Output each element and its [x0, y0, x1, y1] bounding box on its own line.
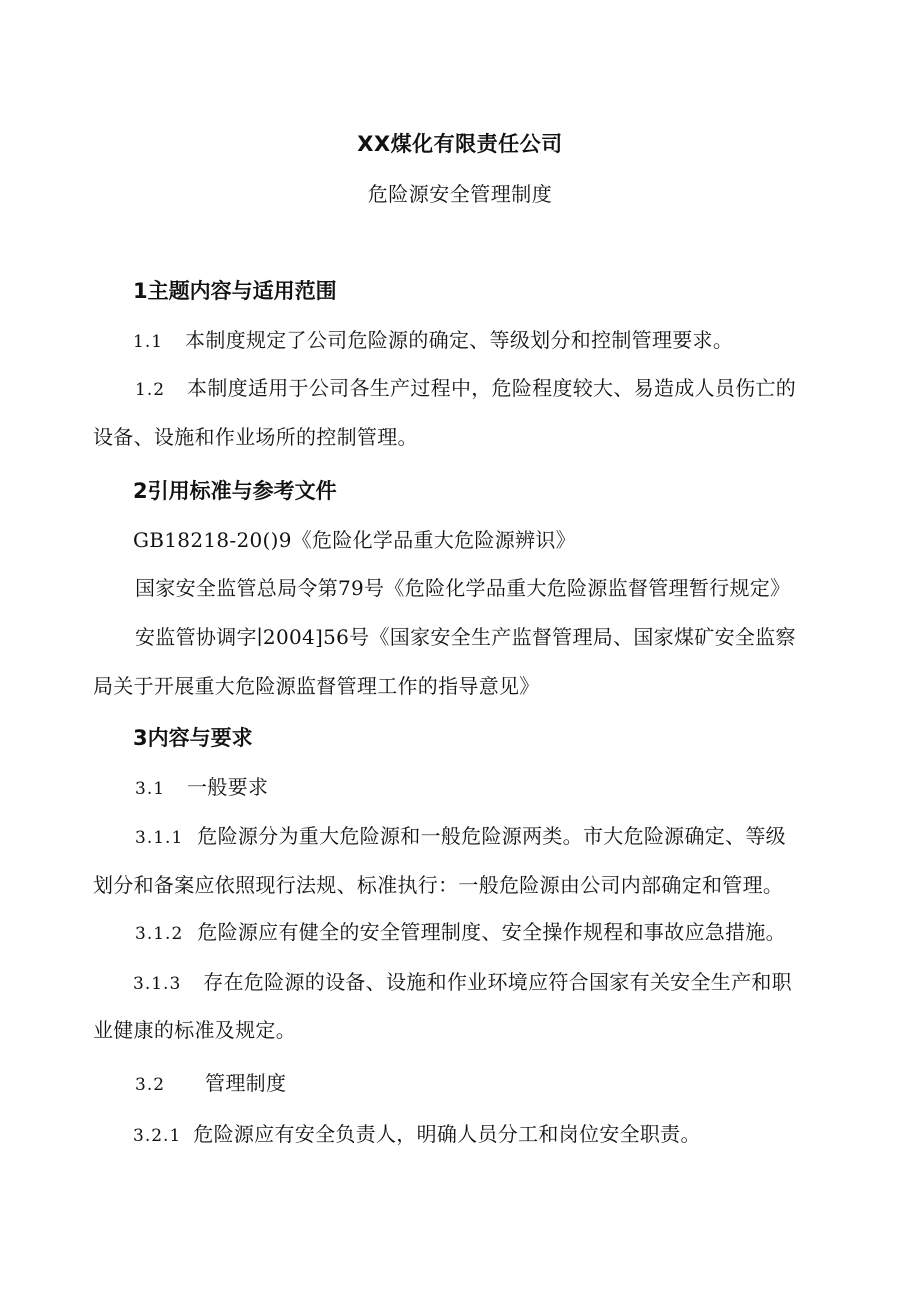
clause-number: 3.2.1	[133, 1126, 182, 1146]
clause-3-1-1-continuation: 划分和备案应依照现行法规、标准执行：一般危险源由公司内部确定和管理。	[93, 873, 784, 897]
clause-3-1-2	[135, 916, 786, 945]
clause-3-1	[135, 771, 268, 800]
clause-text: 一般要求	[187, 775, 269, 799]
clause-number: 1.1	[133, 332, 164, 352]
reference-item: 安监管协调字∣2004]56号《国家安全生产监督管理局、国家煤矿安全监察	[135, 625, 796, 649]
clause-number: 3.1.3	[133, 974, 182, 994]
clause-3-2	[135, 1067, 286, 1096]
clause-3-2-1	[133, 1118, 701, 1147]
clause-1-2-continuation: 设备、设施和作业场所的控制管理。	[93, 425, 418, 449]
clause-3-1-3-continuation: 业健康的标准及规定。	[93, 1018, 296, 1042]
clause-3-1-3	[133, 966, 792, 995]
clause-1-1	[133, 324, 733, 353]
clause-number: 3.1.2	[135, 924, 184, 944]
section-heading-1: 1主题内容与适用范围	[133, 279, 337, 303]
clause-text: 危险源应有安全负责人，明确人员分工和岗位安全职责。	[193, 1122, 701, 1146]
reference-item: 国家安全监管总局令第79号《危险化学品重大危险源监督管理暂行规定》	[135, 576, 791, 600]
clause-number: 3.2	[135, 1075, 166, 1095]
document-title: XX煤化有限责任公司	[357, 132, 563, 156]
clause-number: 1.2	[135, 380, 166, 400]
clause-text: 危险源分为重大危险源和一般危险源两类。市大危险源确定、等级	[197, 824, 786, 848]
clause-text: 管理制度	[205, 1071, 287, 1095]
clause-3-1-1	[135, 820, 786, 849]
clause-text: 存在危险源的设备、设施和作业环境应符合国家有关安全生产和职	[203, 970, 792, 994]
section-heading-2: 2引用标准与参考文件	[133, 479, 337, 503]
reference-item-continuation: 局关于开展重大危险源监督管理工作的指导意见》	[93, 674, 540, 698]
clause-number: 3.1	[135, 779, 166, 799]
clause-1-2	[135, 372, 796, 401]
clause-text: 本制度适用于公司各生产过程中，危险程度较大、易造成人员伤亡的	[187, 376, 797, 400]
reference-item: GB18218-20()9《危险化学品重大危险源辨识》	[133, 528, 576, 552]
section-heading-3: 3内容与要求	[133, 726, 253, 750]
clause-number: 3.1.1	[135, 828, 184, 848]
clause-text: 本制度规定了公司危险源的确定、等级划分和控制管理要求。	[185, 328, 734, 352]
document-subtitle: 危险源安全管理制度	[367, 182, 553, 206]
clause-text: 危险源应有健全的安全管理制度、安全操作规程和事故应急措施。	[197, 920, 786, 944]
